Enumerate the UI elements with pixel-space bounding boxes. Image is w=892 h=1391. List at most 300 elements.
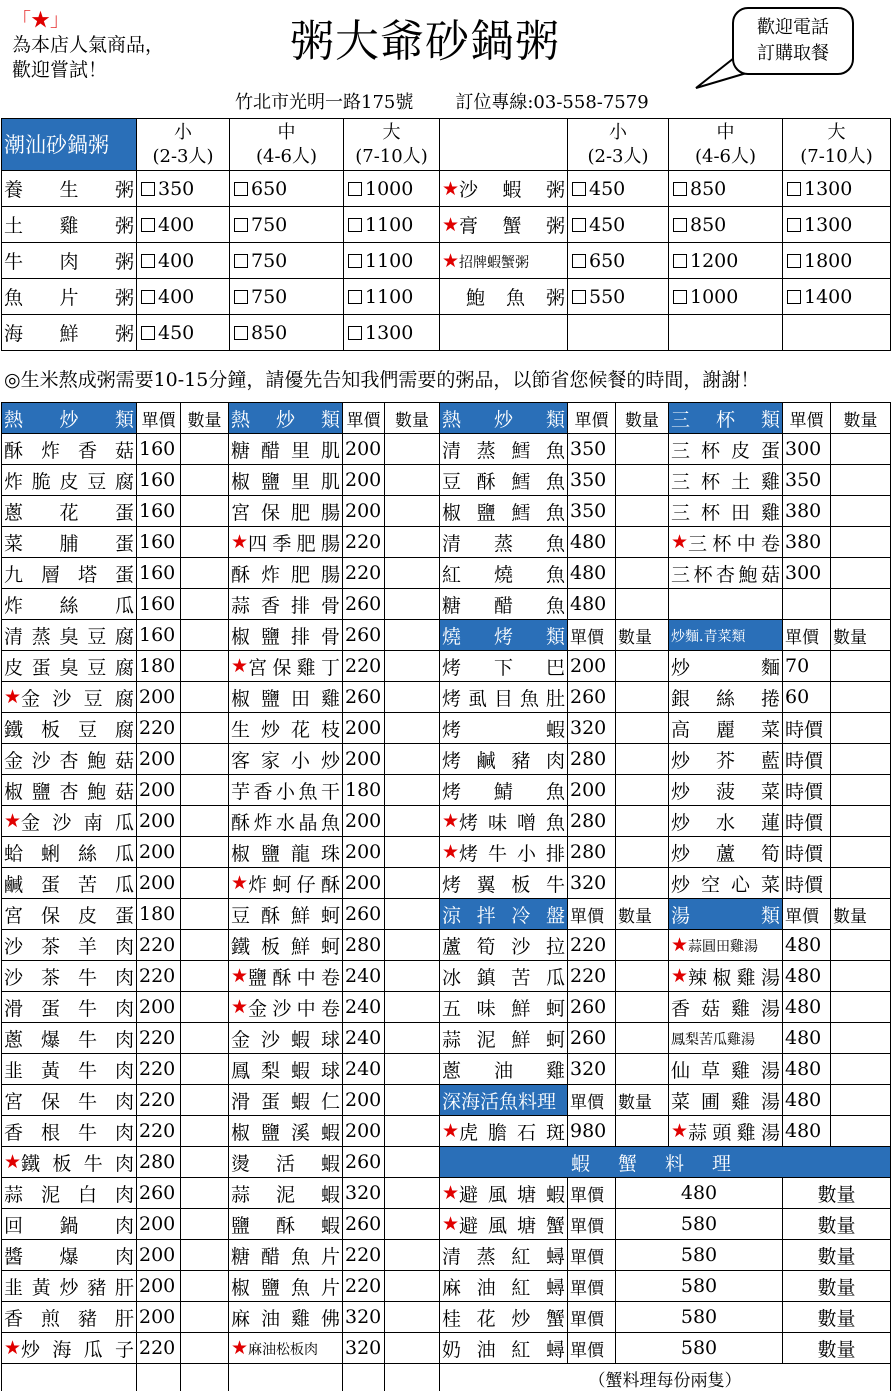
price-cell: 220: [137, 1054, 181, 1085]
price-cell: 220: [137, 713, 181, 744]
price-cell: 580: [616, 1240, 783, 1271]
price-cell: 260: [343, 589, 385, 620]
quantity-cell: [385, 682, 440, 713]
dish-name: 仙 草 雞 湯: [671, 1059, 780, 1082]
congee-price-option[interactable]: 1400: [783, 279, 891, 315]
star-icon: ★: [231, 1337, 249, 1359]
quantity-cell: [831, 1054, 891, 1085]
dish-cell: [229, 1240, 343, 1271]
congee-price-option[interactable]: 450: [568, 207, 669, 243]
checkbox[interactable]: [234, 290, 248, 304]
dish-name: 紅 燒 魚: [442, 563, 565, 586]
quantity-cell: [181, 961, 229, 992]
price-cell: 時價: [783, 806, 831, 837]
dish-name: 糖 醋 魚 片: [231, 1245, 340, 1268]
dish-cell: [229, 1302, 343, 1333]
price-cell: 200: [343, 1085, 385, 1116]
price-cell: 200: [137, 1240, 181, 1271]
dish-name: 椒 鹽 魚 片: [231, 1276, 340, 1299]
quantity-cell: [385, 1271, 440, 1302]
price-cell: 480: [783, 992, 831, 1023]
price-cell: 180: [137, 899, 181, 930]
congee-row: [2, 243, 891, 279]
congee-name: 鮑 魚 粥: [440, 279, 568, 315]
dish-cell: [2, 775, 137, 806]
price-cell: 200: [137, 775, 181, 806]
dish-cell: [669, 961, 783, 992]
checkbox[interactable]: [572, 218, 586, 232]
dish-cell: [440, 589, 568, 620]
size-header: 小 (2-3人): [568, 119, 669, 171]
dish-cell: [669, 434, 783, 465]
quantity-cell: [181, 496, 229, 527]
checkbox[interactable]: [234, 254, 248, 268]
seafood-heading: 蝦蟹料理: [440, 1147, 891, 1178]
dish-cell: [229, 868, 343, 899]
price-cell: 160: [137, 434, 181, 465]
size-header: 大 (7-10人): [783, 119, 891, 171]
quantity-cell: [385, 806, 440, 837]
price-cell: 320: [343, 1333, 385, 1364]
dish-cell: [440, 1271, 568, 1302]
price-cell: 260: [343, 1209, 385, 1240]
star-icon: ★: [4, 1151, 22, 1173]
quantity-cell: [181, 806, 229, 837]
congee-price-option[interactable]: 1200: [669, 243, 783, 279]
star-icon: ★: [231, 872, 249, 894]
dish-cell: [440, 775, 568, 806]
quantity-cell: [385, 744, 440, 775]
quantity-cell: [181, 1147, 229, 1178]
dish-cell: [440, 465, 568, 496]
quantity-cell: [831, 1116, 891, 1147]
congee-price-option[interactable]: 550: [568, 279, 669, 315]
dish-name: 皮 蛋 臭 豆 腐: [4, 656, 134, 679]
checkbox[interactable]: [673, 182, 687, 196]
congee-price-option[interactable]: 400: [137, 279, 230, 315]
quantity-cell: [385, 1240, 440, 1271]
dish-cell: [2, 651, 137, 682]
menu-row: [2, 1178, 891, 1209]
price-cell: 260: [343, 899, 385, 930]
dish-cell: [229, 682, 343, 713]
dish-cell: [229, 1054, 343, 1085]
quantity-cell: [385, 1302, 440, 1333]
dish-cell: [229, 1085, 343, 1116]
dish-cell: [440, 744, 568, 775]
quantity-cell: [616, 527, 669, 558]
checkbox[interactable]: [234, 182, 248, 196]
quantity-cell: [181, 1178, 229, 1209]
price-cell: 350: [568, 434, 616, 465]
price-cell: 220: [137, 961, 181, 992]
quantity-cell: [831, 558, 891, 589]
checkbox[interactable]: [787, 254, 801, 268]
quantity-cell: [616, 1023, 669, 1054]
dish-name: 香 煎 豬 肝: [4, 1307, 134, 1330]
dish-cell: [229, 713, 343, 744]
quantity-cell: [181, 930, 229, 961]
price-cell: 200: [137, 1302, 181, 1333]
menu-row: [2, 1116, 891, 1147]
price-cell: 200: [343, 1116, 385, 1147]
dish-cell: [440, 558, 568, 589]
dish-name: 滑 蛋 牛 肉: [4, 997, 134, 1020]
checkbox[interactable]: [348, 290, 362, 304]
dish-cell: [2, 1209, 137, 1240]
price-cell: 200: [343, 465, 385, 496]
dish-name: 三 杯 皮 蛋: [671, 439, 780, 462]
dish-cell: [440, 961, 568, 992]
congee-price-option[interactable]: 850: [230, 315, 344, 351]
dish-name: 虎 膽 石 斑: [459, 1121, 565, 1144]
dish-name: 三 杯 中 卷: [688, 532, 780, 555]
size-header: 大 (7-10人): [344, 119, 440, 171]
dish-name: 宮 保 雞 丁: [248, 656, 340, 679]
price-cell: 200: [137, 837, 181, 868]
menu-row: [2, 1302, 891, 1333]
dish-cell: [2, 1116, 137, 1147]
dish-name: 回 鍋 肉: [4, 1214, 134, 1237]
checkbox[interactable]: [348, 182, 362, 196]
checkbox[interactable]: [141, 326, 155, 340]
dish-name: 滑 蛋 蝦 仁: [231, 1090, 340, 1113]
star-icon: ★: [231, 996, 249, 1018]
dish-cell: [229, 434, 343, 465]
congee-price-option[interactable]: 650: [230, 171, 344, 207]
price-header: 單價: [568, 1240, 616, 1271]
price-header: 單價: [568, 403, 616, 434]
menu-row: [2, 775, 891, 806]
dish-name: 高 麗 菜: [671, 718, 780, 741]
dish-name: 椒 鹽 排 骨: [231, 625, 340, 648]
dish-cell: [2, 1085, 137, 1116]
price-cell: 480: [616, 1178, 783, 1209]
dish-cell: [440, 1054, 568, 1085]
congee-price-option[interactable]: 1100: [344, 279, 440, 315]
checkbox[interactable]: [348, 254, 362, 268]
checkbox[interactable]: [787, 290, 801, 304]
quantity-cell: [181, 620, 229, 651]
empty-cell: [440, 315, 568, 351]
congee-price-option[interactable]: 1000: [669, 279, 783, 315]
dish-name: 醬 爆 肉: [4, 1245, 134, 1268]
star-icon: ★: [231, 531, 249, 553]
section-heading: 湯 類: [669, 899, 783, 930]
congee-price-option[interactable]: 1300: [783, 171, 891, 207]
quantity-cell: [831, 589, 891, 620]
checkbox[interactable]: [673, 254, 687, 268]
checkbox[interactable]: [348, 218, 362, 232]
quantity-cell: [616, 930, 669, 961]
congee-price-option[interactable]: 1100: [344, 243, 440, 279]
quantity-cell: [181, 1054, 229, 1085]
dish-cell: [669, 558, 783, 589]
dish-cell: [2, 465, 137, 496]
checkbox[interactable]: [572, 182, 586, 196]
congee-price-option[interactable]: 1100: [344, 207, 440, 243]
star-icon: ★: [671, 531, 689, 553]
star-icon: ★: [231, 655, 249, 677]
quantity-cell: [181, 1085, 229, 1116]
dish-name: 炒 麵: [671, 656, 780, 679]
dish-name: 避 風 塘 蝦: [459, 1183, 565, 1206]
dish-name: 鹽 酥 蝦: [231, 1214, 340, 1237]
dish-name: 烤 下 巴: [442, 656, 565, 679]
size-header: 中 (4-6人): [230, 119, 344, 171]
dish-cell: [229, 992, 343, 1023]
quantity-header: 數量: [783, 1333, 891, 1364]
quantity-header: 數量: [783, 1178, 891, 1209]
menu-row: [2, 651, 891, 682]
star-icon: ★: [442, 249, 460, 272]
checkbox[interactable]: [141, 182, 155, 196]
dish-cell: [229, 496, 343, 527]
price-cell: 320: [343, 1302, 385, 1333]
note-star-line: 「★」: [12, 9, 70, 31]
quantity-cell: [831, 961, 891, 992]
dish-name: 豆 酥 鮮 蚵: [231, 904, 340, 927]
dish-name: 蔥 油 雞: [442, 1059, 565, 1082]
dish-name: 炒 水 蓮: [671, 811, 780, 834]
restaurant-title: 粥大爺砂鍋粥: [290, 16, 560, 67]
quantity-cell: [831, 651, 891, 682]
price-cell: 240: [343, 1054, 385, 1085]
dish-name: 金 沙 蝦 球: [231, 1028, 340, 1051]
checkbox[interactable]: [572, 254, 586, 268]
dish-cell: [2, 713, 137, 744]
congee-price-option[interactable]: 1300: [783, 207, 891, 243]
quantity-cell: [385, 1178, 440, 1209]
quantity-header: 數量: [783, 1240, 891, 1271]
price-cell: 200: [568, 775, 616, 806]
dish-cell: [229, 1178, 343, 1209]
quantity-cell: [831, 682, 891, 713]
congee-price-option[interactable]: 1000: [344, 171, 440, 207]
quantity-cell: [181, 527, 229, 558]
checkbox[interactable]: [673, 290, 687, 304]
price-cell: 980: [568, 1116, 616, 1147]
price-cell: 260: [343, 682, 385, 713]
menu-row: [2, 1271, 891, 1302]
section-heading: 燒 烤 類: [440, 620, 568, 651]
section-heading: 炒麵.青菜類: [669, 620, 783, 651]
dish-name: 蒜 香 排 骨: [231, 594, 340, 617]
dish-name: 辣 椒 雞 湯: [688, 966, 780, 989]
dish-name: 沙 茶 羊 肉: [4, 935, 134, 958]
empty-cell: [669, 589, 783, 620]
price-cell: 220: [343, 1271, 385, 1302]
price-cell: 200: [343, 837, 385, 868]
price-header: 單價: [137, 403, 181, 434]
menu-row: [2, 434, 891, 465]
dish-name: 炒 菠 菜: [671, 780, 780, 803]
dish-cell: [2, 1023, 137, 1054]
quantity-cell: [831, 465, 891, 496]
dish-name: 炒 芥 藍: [671, 749, 780, 772]
star-icon: ★: [442, 1182, 460, 1204]
quantity-cell: [616, 868, 669, 899]
dish-name: 糖 醋 魚: [442, 594, 565, 617]
dish-name: 蔥 花 蛋: [4, 501, 134, 524]
congee-price-option[interactable]: 750: [230, 279, 344, 315]
congee-price-option[interactable]: 400: [137, 243, 230, 279]
checkbox[interactable]: [141, 254, 155, 268]
dish-cell: [229, 1116, 343, 1147]
quantity-cell: [385, 1085, 440, 1116]
dish-cell: [229, 961, 343, 992]
note-line-2: 為本店人氣商品，: [12, 34, 165, 56]
quantity-cell: [616, 651, 669, 682]
price-cell: 260: [568, 1023, 616, 1054]
checkbox[interactable]: [787, 218, 801, 232]
dish-cell: [440, 806, 568, 837]
congee-name: ★ 膏 蟹 粥: [440, 207, 568, 243]
dish-cell: [669, 651, 783, 682]
dish-cell: [2, 930, 137, 961]
quantity-cell: [616, 713, 669, 744]
dish-cell: [669, 713, 783, 744]
congee-name: ★ 招牌蝦蟹粥: [440, 243, 568, 279]
star-icon: ★: [442, 213, 460, 236]
congee-price-option[interactable]: 400: [137, 207, 230, 243]
congee-price-option[interactable]: 450: [568, 171, 669, 207]
price-cell: 200: [137, 1271, 181, 1302]
congee-price-option[interactable]: 750: [230, 243, 344, 279]
dish-cell: [440, 1302, 568, 1333]
quantity-header: 數量: [616, 403, 669, 434]
star-icon: ★: [4, 686, 22, 708]
dish-cell: [440, 837, 568, 868]
congee-table: [1, 118, 891, 351]
quantity-cell: [616, 682, 669, 713]
price-cell: 240: [343, 961, 385, 992]
price-cell: 220: [137, 1333, 181, 1364]
quantity-cell: [385, 961, 440, 992]
dish-name: 鹹 蛋 苦 瓜: [4, 873, 134, 896]
phone-order-bubble: [732, 7, 854, 75]
dish-name: 蒜圓田雞湯: [688, 939, 759, 955]
dish-cell: [440, 713, 568, 744]
price-cell: 260: [137, 1178, 181, 1209]
checkbox[interactable]: [787, 182, 801, 196]
dish-name: 鹽 酥 中 卷: [248, 966, 340, 989]
checkbox[interactable]: [673, 218, 687, 232]
dish-cell: [440, 682, 568, 713]
section-heading: 熱 炒 類: [440, 403, 568, 434]
price-cell: 380: [783, 496, 831, 527]
dish-cell: [229, 1271, 343, 1302]
dish-name: 麻油松板肉: [248, 1342, 319, 1358]
quantity-cell: [831, 713, 891, 744]
dish-name: 椒 鹽 鱈 魚: [442, 501, 565, 524]
price-cell: 200: [137, 744, 181, 775]
congee-price-option[interactable]: 850: [669, 171, 783, 207]
congee-price-option[interactable]: 850: [669, 207, 783, 243]
dish-cell: [2, 837, 137, 868]
price-header: 單價: [568, 1302, 616, 1333]
dish-name: 香 菇 雞 湯: [671, 997, 780, 1020]
price-cell: 時價: [783, 868, 831, 899]
dish-name: 金 沙 豆 腐: [21, 687, 134, 710]
dish-name: 銀 絲 捲: [671, 687, 780, 710]
checkbox[interactable]: [141, 290, 155, 304]
price-cell: 時價: [783, 713, 831, 744]
quantity-cell: [181, 682, 229, 713]
quantity-header: 數量: [181, 403, 229, 434]
dish-cell: [2, 682, 137, 713]
price-header: 單價: [568, 1178, 616, 1209]
dish-cell: [669, 744, 783, 775]
checkbox[interactable]: [572, 290, 586, 304]
dish-name: 清 蒸 魚: [442, 532, 565, 555]
quantity-cell: [181, 713, 229, 744]
checkbox[interactable]: [141, 218, 155, 232]
dish-name: 蒜 泥 蝦: [231, 1183, 340, 1206]
section-heading: 熱 炒 類: [229, 403, 343, 434]
dish-name: 炒 蘆 筍: [671, 842, 780, 865]
bubble-line-1: 歡迎電話: [757, 17, 829, 38]
dish-cell: [2, 496, 137, 527]
quantity-cell: [181, 837, 229, 868]
quantity-cell: [385, 1054, 440, 1085]
congee-price-option[interactable]: 450: [137, 315, 230, 351]
quantity-header: 數量: [831, 899, 891, 930]
dish-name: 九 層 塔 蛋: [4, 563, 134, 586]
dish-cell: [669, 1023, 783, 1054]
quantity-header: 數量: [783, 1271, 891, 1302]
dish-cell: [440, 1116, 568, 1147]
empty-cell: [568, 315, 669, 351]
checkbox[interactable]: [234, 218, 248, 232]
menu-row: [2, 682, 891, 713]
dish-cell: [440, 1333, 568, 1364]
price-cell: 160: [137, 589, 181, 620]
menu-row: [2, 868, 891, 899]
congee-price-option[interactable]: 1300: [344, 315, 440, 351]
dish-name: 糖 醋 里 肌: [231, 439, 340, 462]
congee-price-option[interactable]: 750: [230, 207, 344, 243]
dish-cell: [2, 1240, 137, 1271]
checkbox[interactable]: [348, 326, 362, 340]
dish-name: 椒 鹽 龍 珠: [231, 842, 340, 865]
congee-row: [2, 315, 891, 351]
quantity-cell: [831, 992, 891, 1023]
menu-row: [2, 1054, 891, 1085]
dish-name: 宮 保 牛 肉: [4, 1090, 134, 1113]
price-cell: 580: [616, 1209, 783, 1240]
congee-price-option[interactable]: 1800: [783, 243, 891, 279]
congee-price-option[interactable]: 350: [137, 171, 230, 207]
quantity-cell: [181, 1333, 229, 1364]
quantity-cell: [385, 1023, 440, 1054]
congee-price-option[interactable]: 650: [568, 243, 669, 279]
dish-name: 蔥 爆 牛 肉: [4, 1028, 134, 1051]
menu-row: [2, 496, 891, 527]
price-cell: 200: [137, 1209, 181, 1240]
dish-cell: [2, 1147, 137, 1178]
dish-cell: [669, 1054, 783, 1085]
congee-name: 海 鮮 粥: [2, 315, 137, 351]
checkbox[interactable]: [234, 326, 248, 340]
dish-cell: [229, 1147, 343, 1178]
price-cell: 240: [343, 992, 385, 1023]
price-cell: 580: [616, 1271, 783, 1302]
menu-row: [2, 1209, 891, 1240]
quantity-cell: [831, 930, 891, 961]
dish-cell: [229, 651, 343, 682]
dish-cell: [440, 496, 568, 527]
